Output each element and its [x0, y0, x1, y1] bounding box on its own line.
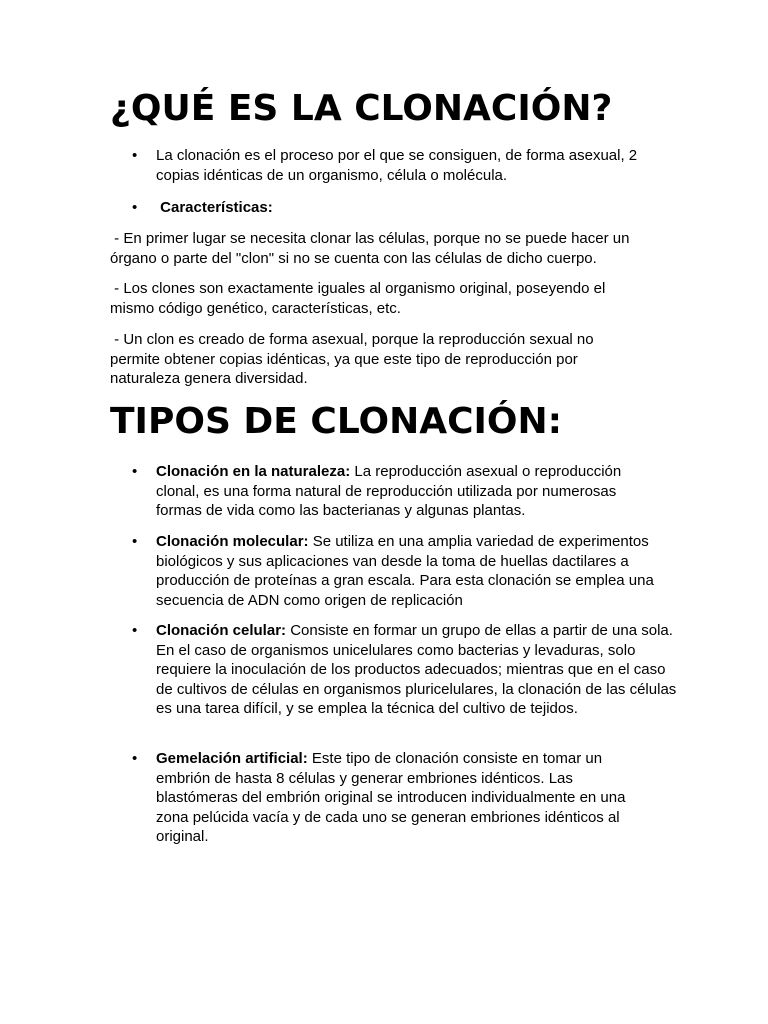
- paragraph: - Los clones son exactamente iguales al organismo original, poseyendo el mismo código genético, características, etc.: [110, 280, 610, 317]
- bullet-marker: •: [132, 199, 138, 216]
- item-term: Clonación celular:: [156, 622, 287, 639]
- list-item: [110, 532, 670, 610]
- bullet-marker: •: [132, 463, 138, 480]
- bullet-marker: •: [132, 622, 138, 639]
- bullet-marker: •: [132, 750, 138, 767]
- characteristics-heading: Características:: [156, 199, 273, 216]
- list-item: [110, 146, 670, 185]
- list-item: [110, 621, 680, 719]
- page-title: ¿QUÉ ES LA CLONACIÓN?: [110, 88, 613, 129]
- definition-text: La clonación es el proceso por el que se consiguen, de forma asexual, 2 copias idénticas de un organismo, célula o molécula.: [156, 147, 638, 184]
- bullet-marker: •: [132, 147, 138, 164]
- item-text: La reproducción asexual o reproducción clonal, es una forma natural de reproducción utilizada por numerosas formas de vida como las bacterianas y algunas plantas.: [156, 463, 622, 520]
- item-text: Se utiliza en una amplia variedad de experimentos biológicos y sus aplicaciones van desde la toma de huellas dactilares a producción de proteínas a gran escala. Para esta clonación se emplea una secuencia de ADN como origen de replicación: [156, 533, 654, 609]
- item-term: Gemelación artificial:: [156, 750, 308, 767]
- bullet-marker: •: [132, 533, 138, 550]
- paragraph: - Un clon es creado de forma asexual, porque la reproducción sexual no permite obtener copias idénticas, ya que este tipo de reproducción por naturaleza genera diversidad.: [110, 331, 598, 388]
- item-text: Consiste en formar un grupo de ellas a partir de una sola. En el caso de organismos unicelulares como bacterias y levaduras, solo requiere la inoculación de los productos adecuados; mientras que en el caso de cultivos de células en organismos pluricelulares, la clonación de las células es una tarea difícil, y se emplea la técnica del cultivo de tejidos.: [156, 622, 677, 718]
- list-item: [110, 749, 655, 847]
- section-title: TIPOS DE CLONACIÓN:: [110, 401, 563, 442]
- item-term: Clonación molecular:: [156, 533, 309, 550]
- paragraph: - En primer lugar se necesita clonar las células, porque no se puede hacer un órgano o parte del "clon" si no se cuenta con las células de dicho cuerpo.: [110, 230, 634, 267]
- item-term: Clonación en la naturaleza:: [156, 463, 351, 480]
- item-text: Este tipo de clonación consiste en tomar un embrión de hasta 8 células y generar embriones idénticos. Las blastómeras del embrión original se introducen individualmente en una zona pelúcida vacía y de cada uno se generan embriones idénticos al original.: [156, 750, 626, 846]
- list-item: [110, 462, 650, 521]
- list-item: [110, 198, 670, 218]
